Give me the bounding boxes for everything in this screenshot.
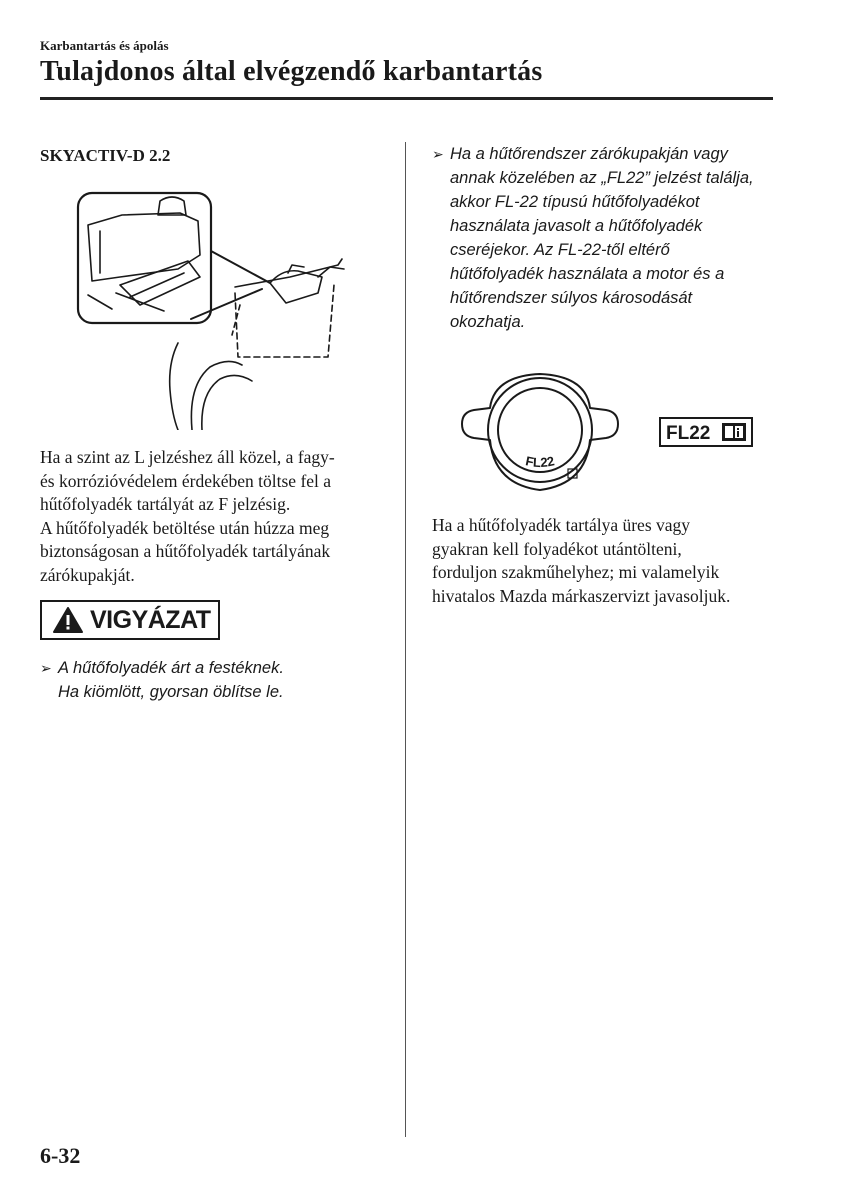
- text-line: Ha kiömlött, gyorsan öblítse le.: [58, 683, 284, 701]
- engine-subheading: SKYACTIV-D 2.2: [40, 146, 171, 165]
- page-title: Tulajdonos által elvégzendő karbantartás: [40, 56, 543, 87]
- column-divider: [405, 142, 406, 1137]
- text-line: használata javasolt a hűtőfolyadék: [450, 217, 703, 235]
- page-number: 6-32: [40, 1143, 81, 1168]
- manual-book-icon: [722, 423, 746, 441]
- arrow-bullet-icon: ➢: [40, 660, 52, 676]
- text-line: zárókupakját.: [40, 564, 135, 585]
- text-line: cseréjekor. Az FL-22-től eltérő: [450, 241, 670, 259]
- caution-label: VIGYÁZAT: [90, 605, 211, 634]
- text-line: Ha a hűtőrendszer zárókupakján vagy: [450, 145, 728, 163]
- cap-marking: FL22: [524, 453, 556, 471]
- arrow-bullet-icon: ➢: [432, 146, 444, 162]
- fl22-note: [432, 142, 792, 334]
- radiator-cap-illustration: [448, 372, 763, 497]
- text-line: Ha a hűtőfolyadék tartálya üres vagy: [432, 515, 691, 535]
- text-line: okozhatja.: [450, 313, 526, 331]
- text-line: gyakran kell folyadékot utántölteni,: [432, 538, 682, 559]
- text-line: forduljon szakműhelyhez; mi valamelyik: [432, 562, 720, 582]
- text-line: hűtőfolyadék tartályát az F jelzésig.: [40, 494, 291, 514]
- text-line: Ha a szint az L jelzéshez áll közel, a fagy-: [40, 447, 335, 467]
- text-line: A hűtőfolyadék árt a festéknek.: [58, 659, 284, 677]
- section-label: Karbantartás és ápolás: [40, 38, 169, 53]
- text-line: annak közelében az „FL22” jelzést találja,: [450, 169, 754, 187]
- text-line: hivatalos Mazda márkaszervizt javasoljuk.: [432, 585, 731, 606]
- warning-triangle-icon: [52, 606, 84, 634]
- caution-box: [40, 600, 220, 640]
- text-line: A hűtőfolyadék betöltése után húzza meg: [40, 517, 330, 538]
- caution-note: [40, 656, 370, 704]
- service-advice-paragraph: [432, 514, 777, 608]
- text-line: akkor FL-22 típusú hűtőfolyadékot: [450, 193, 700, 211]
- text-line: és korrózióvédelem érdekében töltse fel a: [40, 470, 332, 491]
- coolant-reservoir-illustration: [60, 185, 360, 430]
- fl22-badge-label: FL22: [666, 423, 711, 444]
- text-line: hűtőrendszer súlyos károsodását: [450, 289, 693, 307]
- text-line: biztonságosan a hűtőfolyadék tartályának: [40, 541, 331, 561]
- coolant-level-paragraph: [40, 446, 380, 587]
- title-divider: [40, 97, 773, 100]
- text-line: hűtőfolyadék használata a motor és a: [450, 265, 725, 283]
